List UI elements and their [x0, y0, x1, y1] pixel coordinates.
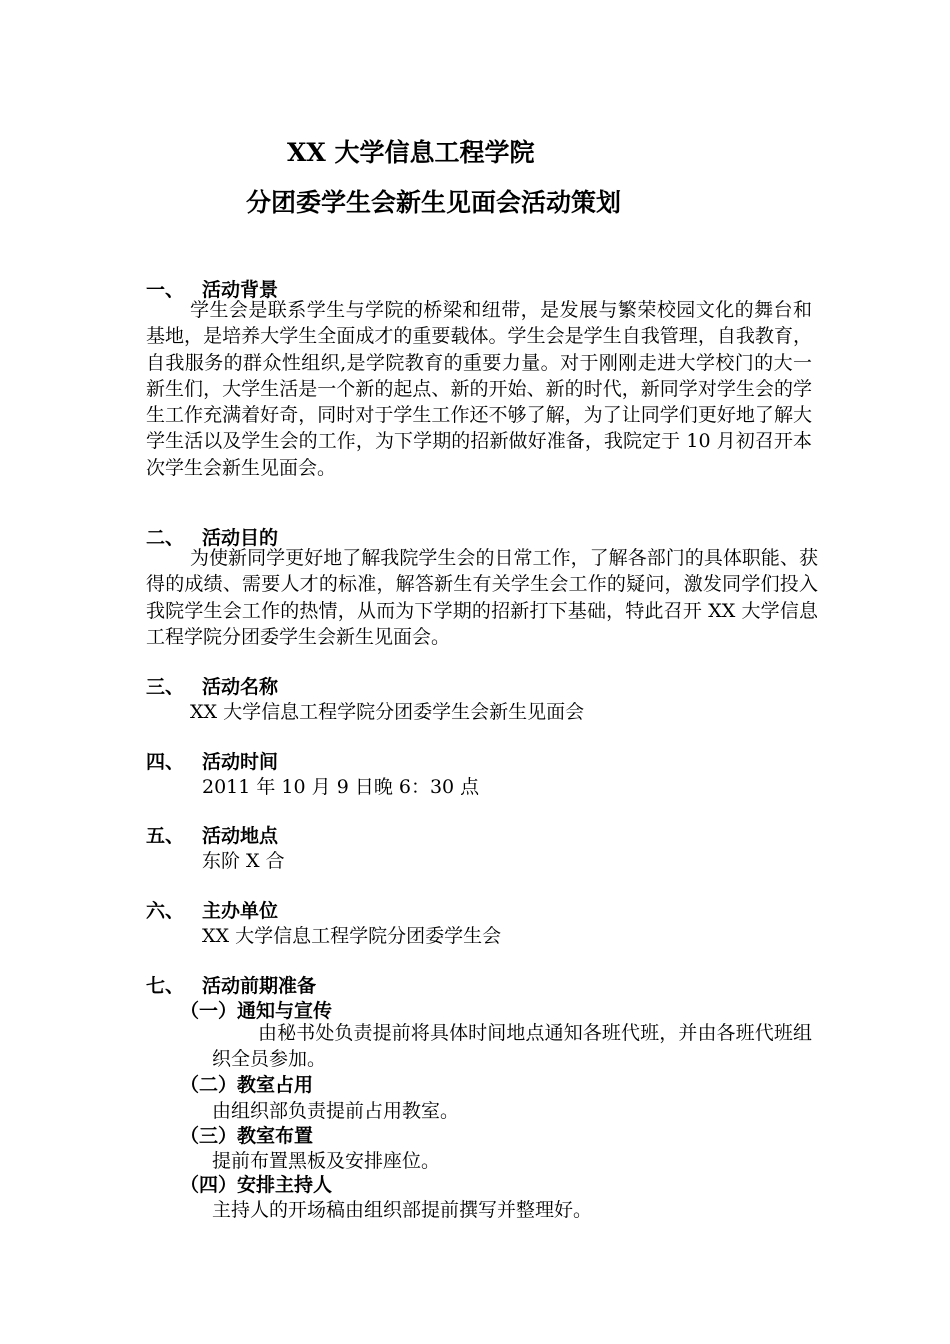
section-number: 七、 [146, 975, 185, 997]
section-heading-location [146, 821, 278, 848]
section-number: 六、 [146, 900, 185, 922]
prep-item-label-host: （四）安排主持人 [180, 1174, 333, 1196]
section-title: 活动前期准备 [202, 975, 317, 997]
section-body-name: XX 大学信息工程学院分团委学生会新生见面会 [190, 701, 585, 723]
section-number: 一、 [146, 279, 185, 301]
prep-item-label-layout: （三）教室布置 [180, 1125, 314, 1147]
prep-item-body-notice: 由秘书处负责提前将具体时间地点通知各班代班，并由各班代班组织全员参加。 [212, 1022, 812, 1070]
section-title: 主办单位 [202, 900, 279, 922]
section-body-time: 2011 年 10 月 9 日晚 6：30 点 [202, 776, 480, 798]
section-heading-time [146, 747, 278, 774]
section-body-background: 学生会是联系学生与学院的桥梁和纽带，是发展与繁荣校园文化的舞台和基地，是培养大学生全面成才的重要载体。学生会是学生自我管理，自我教育，自我服务的群众性组织,是学院教育的重要力量。对于刚刚走进大学校门的大一新生们，大学生活是一个新的起点、新的开始、新的时代，新同学对学生会的学生工作充满着好奇，同时对于学生工作还不够了解，为了让同学们更好地了解大学生活以及学生会的工作，为下学期的招新做好准备，我院定于 10 月初召开本次学生会新生见面会。 [146, 299, 812, 479]
section-title: 活动背景 [202, 279, 279, 301]
document-title-line2: 分团委学生会新生见面会活动策划 [246, 188, 622, 217]
section-title: 活动时间 [202, 751, 279, 773]
section-title: 活动地点 [202, 825, 279, 847]
section-number: 四、 [146, 751, 185, 773]
section-number: 二、 [146, 527, 185, 549]
prep-item-body-layout: 提前布置黑板及安排座位。 [212, 1150, 441, 1172]
prep-item-label-notice: （一）通知与宣传 [180, 1000, 333, 1022]
section-body-purpose: 为使新同学更好地了解我院学生会的日常工作，了解各部门的具体职能、获得的成绩、需要人才的标准，解答新生有关学生会工作的疑问，激发同学们投入我院学生会工作的热情，从而为下学期的招新打下基础，特此召开 XX 大学信息工程学院分团委学生会新生见面会。 [146, 547, 818, 648]
prep-item-label-classroom: （二）教室占用 [180, 1074, 314, 1096]
section-body-organizer: XX 大学信息工程学院分团委学生会 [202, 925, 502, 947]
section-number: 五、 [146, 825, 185, 847]
prep-item-body-classroom: 由组织部负责提前占用教室。 [212, 1100, 460, 1122]
section-number: 三、 [146, 676, 185, 698]
prep-item-body-host: 主持人的开场稿由组织部提前撰写并整理好。 [212, 1199, 593, 1221]
section-title: 活动目的 [202, 527, 279, 549]
section-body-location: 东阶 X 合 [202, 850, 285, 872]
section-heading-organizer [146, 896, 278, 923]
section-heading-preparation [146, 971, 316, 998]
section-title: 活动名称 [202, 676, 279, 698]
document-title-line1: XX 大学信息工程学院 [287, 138, 535, 167]
section-heading-name [146, 672, 278, 699]
